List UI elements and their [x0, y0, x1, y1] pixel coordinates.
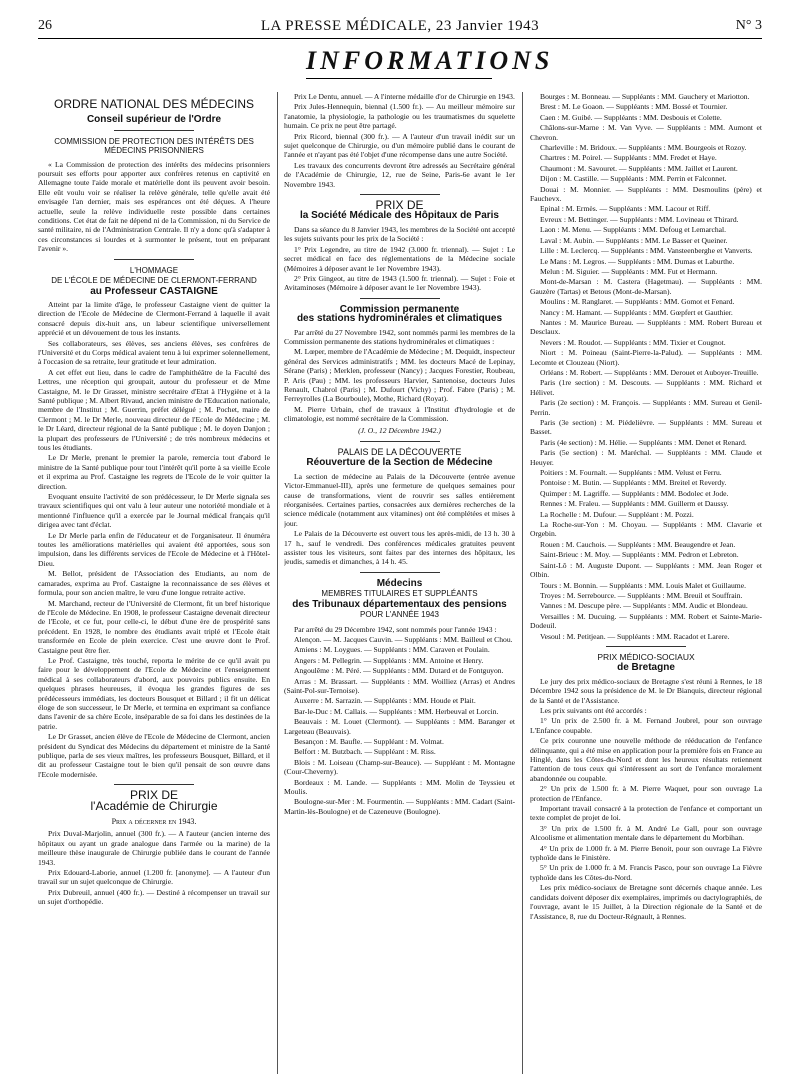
list-item: Dijon : M. Castille. — Suppléants : MM. Perrin et Falconnet.: [540, 174, 727, 184]
column-divider: [277, 92, 278, 1074]
list-item: Le Mans : M. Legros. — Suppléants : MM. Dumas et Laburthe.: [540, 256, 735, 266]
journal-title: LA PRESSE MÉDICALE, 23 Janvier 1943: [260, 18, 540, 34]
list-item: Vannes : M. Descupe père. — Suppléants : MM. Audic et Blondeau.: [540, 601, 748, 611]
article-paragraph: Prix Edouard-Laborie, annuel (1.200 fr. [anonyme]. — A l'auteur d'un travail sur un sujet quelconque de Chirurgie.: [38, 868, 270, 887]
section-subtitle: MEMBRES TITULAIRES ET SUPPLÉANTS: [321, 589, 478, 599]
article-paragraph: Le Dr Grasset, ancien élève de l'Ecole de Médecine de Clermont, ancien président du Syndicat des Médecins du département et ministre de la Santé publique, parla de ses vieux maîtres, les professeurs Bousquet, Billard, et il dit au professeur Castaigne tout le bien qu'il pensait de son œuvre dans l'Ecole modernisée.: [38, 732, 270, 779]
list-item: Evreux : M. Bettinger. — Suppléants : MM. Lovineau et Thirard.: [540, 214, 739, 224]
list-item: Blois : M. Loiseau (Champ-sur-Beauce). — Suppléant : M. Montagne (Cour-Cheverny).: [284, 757, 515, 777]
page-header: [38, 14, 762, 39]
list-item: Alençon. — M. Jacques Cauvin. — Suppléants : MM. Bailleul et Chou.: [294, 634, 513, 644]
list-item: La Roche-sur-Yon : M. Choyau. — Suppléants : MM. Clavarie et Orgebin.: [530, 520, 762, 539]
article-paragraph: Les travaux des concurrents devront être adressés au Secrétaire général de l'Académie de Chirurgie, 12, rue de Seine, Paris-6e avant le 1er Novembre 1943.: [284, 160, 515, 189]
page-number: 26: [38, 18, 52, 33]
list-item: Bar-le-Duc : M. Callais. — Suppléants : MM. Herbeuval et Lorcin.: [294, 706, 499, 716]
article-paragraph: Ses collaborateurs, ses élèves, ses anciens élèves, ses confrères de l'Université et du Corps médical avaient tenu à lui exprimer solennellement, à l'occasion de sa retraite, leur gratitude et leur admiration.: [38, 338, 270, 367]
article-paragraph: M. Marchand, recteur de l'Université de Clermont, fit un bref historique de l'Ecole de Médecine. En 1908, le professeur Castaigne devenait directeur de l'Ecole, et ce fut, pour celle-ci, le début d'une ère de prospérité sans précédent. En 1928, le nombre des étudiants avait triplé et l'Ecole était transformée en Ecole de plein exercice. C'est une œuvre dont le Prof. Castaigne peut être fier.: [38, 598, 270, 655]
banner-underline: [306, 78, 492, 79]
article-title: L'HOMMAGE: [129, 265, 179, 275]
list-item: Paris (5e section) : M. Maréchal. — Suppléants : MM. Claude et Heuyer.: [530, 448, 762, 467]
section-title: de Bretagne: [617, 662, 675, 674]
section-title: la Société Médicale des Hôpitaux de Paris: [300, 210, 499, 222]
list-item: Chaumont : M. Savouret. — Suppléants : MM. Jaillet et Laurent.: [540, 163, 738, 173]
tribunal-list: [530, 92, 762, 641]
article-paragraph: Par arrêté du 29 Décembre 1942, sont nommés pour l'année 1943 :: [294, 624, 497, 634]
list-item: Paris (3e section) : M. Piédelièvre. — Suppléants : MM. Sureau et Basset.: [530, 418, 762, 437]
list-item: Bourges : M. Bonneau. — Suppléants : MM. Gauchery et Mariotton.: [540, 92, 750, 101]
list-item: Arras : M. Brassart. — Suppléants : MM. Woilliez (Arras) et Andres (Saint-Pol-sur-Ternoise).: [284, 676, 515, 695]
section-title: l'Académie de Chirurgie: [90, 798, 218, 813]
list-item: Nantes : M. Maurice Bureau. — Suppléants : MM. Robert Bureau et Desclaux.: [530, 317, 762, 337]
section-title: PRIX MÉDICO-SOCIAUX: [597, 651, 695, 662]
article-paragraph: Prix Le Dentu, annuel. — A l'interne médaille d'or de Chirurgie en 1943.: [294, 92, 515, 101]
list-item: Nancy : M. Hamant. — Suppléants : MM. Gœpfert et Gauthier.: [540, 307, 733, 317]
article-paragraph: Prix Jules-Hennequin, biennal (1.500 fr.). — Au meilleur mémoire sur l'anatomie, la physiologie, la pathologie ou les traumatismes du squelette humain. Ce prix ne peut être partagé.: [284, 102, 515, 131]
article-paragraph: Le Palais de la Découverte est ouvert tous les après-midi, de 13 h. 30 à 17 h., sauf le vendredi. Des conférences médicales gratuites peuvent assister tous les visiteurs, sont faites par des internes des hôpitaux, les jeudis, samedis et dimanches, à 14 h. 45.: [284, 529, 515, 567]
list-item: Belfort : M. Butzbach. — Suppléant : M. Riss.: [294, 747, 436, 757]
list-item: Douai : M. Monnier. — Suppléants : MM. Desmoulins (père) et Fauchevx.: [530, 184, 762, 204]
article-paragraph: Le jury des prix médico-sociaux de Bretagne s'est réuni à Rennes, le 18 Décembre 1942 sous la présidence de M. le Dr Bianquis, directeur régional de la Santé et de l'Assistance.: [530, 676, 762, 705]
list-item: Rouen : M. Cauchois. — Suppléants : MM. Beaugendre et Jean.: [540, 539, 736, 549]
article-subtitle: Prix a décerner en 1943.: [111, 817, 197, 827]
article-paragraph: 5° Un prix de 1.000 fr. à M. Francis Pasco, pour son ouvrage La Fièvre typhoïde dans les Côtes-du-Nord.: [530, 863, 762, 882]
list-item: Angoulême : M. Péré. — Suppléants : MM. Dutard et de Fontguyon.: [294, 666, 504, 676]
article-paragraph: Ce prix couronne une nouvelle méthode de rééducation de l'enfance délinquante, qui a été mise en application pour la première fois en France au Hinglé, dans les Côtes-du-Nord et dont les heureux résultats retiennent l'attention de tous ceux qui s'intéressent au sort de l'enfance moralement abandonnée ou coupable.: [530, 736, 762, 783]
list-item: Saint-Lô : M. Auguste Dupont. — Suppléants : MM. Jean Roger et Olbin.: [530, 560, 762, 580]
list-item: Charleville : M. Bridoux. — Suppléants : MM. Bourgeois et Rozoy.: [540, 143, 747, 153]
article-paragraph: M. Bellot, président de l'Association des Etudiants, au nom de camarades, exprima au Prof. Castaigne la reconnaissance de ses élèves et formula, pour son ancien maître, le vœu d'une longue retraite active.: [38, 569, 270, 598]
list-item: Pontoise : M. Butin. — Suppléants : MM. Breitel et Reverdy.: [540, 478, 727, 488]
section-title: PRIX DE: [129, 788, 178, 803]
divider: [606, 646, 686, 647]
article-subtitle: DE L'ÉCOLE DE MÉDECINE DE CLERMONT-FERRAND: [51, 276, 257, 286]
list-item: Nevers : M. Roudot. — Suppléants : MM. Tixier et Cougnot.: [540, 337, 726, 347]
article-paragraph: Le Dr Merle parla enfin de l'éducateur et de l'organisateur. Il énuméra toutes les améliorations matérielles qui avaient été apportées, sous son impulsion, dans les différents services de l'Ecole de Médecine et à l'Hôtel-Dieu.: [38, 530, 270, 568]
section-title: Réouverture de la Section de Médecine: [306, 457, 493, 469]
list-item: Poitiers : M. Fournalt. — Suppléants : MM. Velust et Ferru.: [540, 468, 722, 478]
article-paragraph: 1° Prix Legendre, au titre de 1942 (3.000 fr. triennal). — Sujet : Le secret médical en face des réglementations de la Médecine sociale (Mémoires à déposer avant le 1er Novembre 1943).: [284, 244, 515, 273]
article-paragraph: Evoquant ensuite l'activité de son prédécesseur, le Dr Merle signala ses travaux scientifiques qui ont valu à leur auteur une notoriété mondiale et à mentionné l'influence qu'il a exercée par le Journal médical français qu'il dirigea avec tant d'éclat.: [38, 492, 270, 530]
source-citation: (J. O., 12 Décembre 1942.): [358, 425, 441, 435]
list-item: Paris (4e section) : M. Hélie. — Suppléants : MM. Denet et Renard.: [540, 437, 747, 447]
list-item: Troyes : M. Serrebource. — Suppléants : MM. Breuil et Souffrain.: [540, 590, 743, 600]
article-paragraph: Le Prof. Castaigne, très touché, reporta le mérite de ce qu'il avait pu faire pour le développement de l'Ecole de Médecine et l'enseignement médical à ses collaborateurs d'abord, aux pouvoirs publics ensuite. En quelques phrases heureuses, il évoqua les grandes figures de ses prédécesseurs immédiats, les docteurs Bousquet et Billard ; il fit un délicat éloge de son successeur, le Dr Merle, et termina en exprimant sa confiance dans l'avenir de sa chère Ecole, inséparable de sa foi dans les destinées de la patrie.: [38, 655, 270, 731]
column-3: [530, 92, 762, 1074]
article-paragraph: 4° Un prix de 1.000 fr. à M. Pierre Benoit, pour son ouvrage La Fièvre typhoïde dans le Finistère.: [530, 843, 762, 863]
article-paragraph: « La Commission de protection des intérêts des médecins prisonniers poursuit ses efforts pour apporter aux confrères retenus en captivité en Allemagne toute l'aide morale et matérielle dont ils peuvent avoir besoin. Elle eût voulu voir se réaliser la relève générale, telle qu'elle avait été envisagée l'an dernier, mais ses espérances ont été déçues. A l'heure actuelle, seule la relève individuelle reste possible dans certaines conditions. Cet état de fait ne dépend ni de la Commission, ni du Service de santé militaire, ni de l'Administration Centrale. Il n'y a donc qu'à s'adapter à ces circonstances si lourdes et à surmonter le présent, tout en préparant l'avenir ».: [38, 159, 270, 254]
list-item: Moulins : M. Ranglaret. — Suppléants : MM. Gomot et Fenard.: [540, 297, 735, 307]
divider: [114, 130, 194, 131]
article-paragraph: M. Pierre Urbain, chef de travaux à l'Institut d'hydrologie et de climatologie, est nommé secrétaire de la Commission.: [284, 404, 515, 424]
divider: [360, 441, 440, 442]
subsection-title: Conseil supérieur de l'Ordre: [86, 114, 222, 126]
list-item: Melun : M. Siguier. — Suppléants : MM. Fut et Hermann.: [540, 266, 718, 276]
divider: [360, 572, 440, 573]
article-paragraph: Les prix suivants ont été accordés :: [540, 705, 647, 715]
article-title: COMMISSION DE PROTECTION DES INTÉRÊTS DES MÉDECINS PRISONNIERS: [54, 136, 254, 156]
list-item: Laval : M. Aubin. — Suppléants : MM. Le Basser et Queiner.: [540, 235, 728, 245]
divider: [114, 784, 194, 785]
list-item: Orléans : M. Robert. — Suppléants : MM. Derouet et Auboyer-Treuille.: [540, 367, 759, 377]
article-paragraph: Atteint par la limite d'âge, le professeur Castaigne vient de quitter la direction de l'Ecole de Médecine de Clermont-Ferrand à laquelle il avait consacré depuis dix-huit ans, un labeur scientifique universellement apprécié et un dévouement de tous les instants.: [38, 299, 270, 338]
list-item: Boulogne-sur-Mer : M. Fourmentin. — Suppléants : MM. Cadart (Saint-Martin-lès-Boulogne) et de Cazeneuve (Boulogne).: [284, 797, 515, 816]
article-paragraph: Le Dr Merle, prenant le premier la parole, remercia tout d'abord le ministre de la Santé publique pour tout l'intérêt qu'il porte à sa vieille Ecole et il exprima au Prof. Castaigne les regrets de l'Ecole de le voir quitter la direction.: [38, 453, 270, 491]
section-title: Commission permanente: [339, 303, 460, 315]
article-paragraph: Important travail consacré à la protection de l'enfance et comportant un texte complet de projet de loi.: [530, 804, 762, 823]
list-item: La Rochelle : M. Dufour. — Suppléant : M. Pozzi.: [540, 509, 694, 519]
section-title: PALAIS DE LA DÉCOUVERTE: [337, 447, 462, 457]
article-paragraph: Prix Ricord, biennal (300 fr.). — A l'auteur d'un travail inédit sur un sujet quelconque de Chirurgie, ou d'un mémoire publié dans le courant de l'année et n'ayant pas été l'objet d'une récompense dans une autre Société.: [284, 131, 515, 160]
divider: [360, 298, 440, 299]
list-item: Caen : M. Guibé. — Suppléants : MM. Desbouis et Colette.: [540, 112, 722, 122]
column-1: [38, 92, 270, 1074]
list-item: Epinal : M. Ermès. — Suppléants : MM. Lacour et Riff.: [540, 204, 711, 214]
article-paragraph: Les prix médico-sociaux de Bretagne sont décernés chaque année. Les candidats doivent déposer dix exemplaires, imprimés ou dactylographiés, de l'ouvrage, avant le 15 Juillet, à la Direction régionale de la Santé et de l'Assistance, 8, rue du Docteur-Régnault, à Rennes.: [530, 883, 762, 921]
section-title: Médecins: [376, 577, 423, 589]
list-item: Paris (1re section) : M. Descouts. — Suppléants : MM. Richard et Hélivet.: [530, 378, 762, 397]
article-paragraph: La section de médecine au Palais de la Découverte (entrée avenue Victor-Emmanuel-III), après une fermeture de quelques semaines pour cause de transformations, vient de rouvrir ses salles entièrement réorganisées. Certaines parties, consacrées aux dernières recherches de la science médicale (notamment aux vitamines) ont été complétées et mises à jour.: [284, 471, 515, 528]
section-title: des stations hydrominérales et climatiques: [296, 313, 503, 325]
article-paragraph: Dans sa séance du 8 Janvier 1943, les membres de la Société ont accepté les sujets suivants pour les prix de la Société :: [284, 224, 515, 244]
section-subtitle: POUR L'ANNÉE 1943: [360, 610, 439, 620]
article-paragraph: A cet effet eut lieu, dans le cadre de l'amphithéâtre de la Faculté des Lettres, une réception qui groupait, autour du professeur et de Mme Castaigne, M. le Dr Grasset, ministre secrétaire d'Etat à l'Hygiène et à la Santé publique ; M. Albert Rivaud, ancien ministre de l'Education nationale, membre de l'Institut ; M. Guerrin, préfet délégué ; M. Pochet, maire de Clermont ; M. le Dr Merle, nouveau directeur de l'Ecole de Médecine ; M. le Dr Léard, directeur régional de la Santé publique ; M. le doyen Danjon ; la plupart des professeurs de l'Université ; de très nombreux médecins et tous les étudiants.: [38, 367, 270, 452]
article-paragraph: Prix Duval-Marjolin, annuel (300 fr.). — A l'auteur (ancien interne des hôpitaux ou ayant un grade analogue dans l'armée ou la marine) de la meilleure thèse inaugurale de Chirurgie publiée dans le courant de l'année 1943.: [38, 829, 270, 867]
list-item: Rennes : M. Fraleu. — Suppléants : MM. Guillerm et Daussy.: [540, 499, 729, 509]
section-title: PRIX DE: [375, 198, 424, 213]
article-paragraph: 2° Un prix de 1.500 fr. à M. Pierre Waquet, pour son ouvrage La protection de l'Enfance.: [530, 784, 762, 803]
column-2: [284, 92, 515, 1074]
article-paragraph: Prix Dubreuil, annuel (400 fr.). — Destiné à récompenser un travail sur un sujet d'orthopédie.: [38, 887, 270, 907]
section-title: des Tribunaux départementaux des pensions: [292, 598, 507, 610]
list-item: Lille : M. Leclercq. — Suppléants : MM. Vansteenberghe et Vanverts.: [540, 246, 753, 256]
list-item: Chartres : M. Poirel. — Suppléants : MM. Fredet et Haye.: [540, 153, 717, 163]
article-paragraph: M. Lœper, membre de l'Académie de Médecine ; M. Dequidt, inspecteur général des Services administratifs ; MM. les docteurs Macé de Lepinay, Sérane (Paris) ; Merklen, professeur (Nancy) ; Jacques Forestier, Roubeau, P. Aris (Pau) ; MM. les professeurs Harvier, Santenoise, docteurs Jules Renault, Chabrol (Paris) ; M. Dufourt (Vichy) ; Prof. Fabre (Paris) ; M. Ferreyrolles (La Bourboule), Mothe, Richard (Royat).: [284, 347, 515, 404]
section-title: ORDRE NATIONAL DES MÉDECINS: [53, 97, 255, 111]
column-divider: [522, 92, 523, 1074]
list-item: Angers : M. Pellegrin. — Suppléants : MM. Antoine et Henry.: [294, 655, 484, 665]
list-item: Vesoul : M. Petitjean. — Suppléants : MM. Racadot et Larere.: [540, 631, 730, 641]
list-item: Quimper : M. Lagriffe. — Suppléants : MM. Bodolec et Jode.: [540, 488, 729, 498]
issue-number: N° 3: [735, 18, 762, 33]
list-item: Châlons-sur-Marne : M. Van Vyve. — Suppléants : MM. Aumont et Chevron.: [530, 123, 762, 142]
article-paragraph: Par arrêté du 27 Novembre 1942, sont nommés parmi les membres de la Commission permanente des stations hydrominérales et climatiques :: [284, 327, 515, 346]
list-item: Versailles : M. Ducuing. — Suppléants : MM. Robert et Sainte-Marie-Dodeuil.: [530, 611, 762, 631]
article-title: au Professeur CASTAIGNE: [90, 285, 218, 297]
divider: [360, 194, 440, 195]
divider: [114, 259, 194, 260]
list-item: Mont-de-Marsan : M. Castera (Hagetmau). — Suppléants : MM. Gauzère (Tartas) et Betous (Mont-de-Marsan).: [530, 277, 762, 296]
tribunal-list: [284, 635, 515, 816]
section-banner: INFORMATIONS: [306, 46, 554, 75]
article-paragraph: 2° Prix Gingeot, au titre de 1943 (1.500 fr. triennal). — Sujet : Foie et Avitaminoses (Mémoire à déposer avant le 1er Novembre 1943).: [284, 273, 515, 293]
article-paragraph: 3° Un prix de 1.500 fr. à M. André Le Gall, pour son ouvrage Alcoolisme et alimentation mentale dans le département du Morbihan.: [530, 823, 762, 843]
article-paragraph: 1° Un prix de 2.500 fr. à M. Fernand Joubrel, pour son ouvrage L'Enfance coupable.: [530, 716, 762, 735]
list-item: Laon : M. Menu. — Suppléants : MM. Defoug et Lemarchal.: [540, 225, 727, 235]
list-item: Brest : M. Le Goaon. — Suppléants : MM. Bossé et Tournier.: [540, 102, 728, 112]
list-item: Amiens : M. Loygues. — Suppléants : MM. Caraven et Poulain.: [294, 645, 490, 655]
list-item: Auxerre : M. Sarrazin. — Suppléants : MM. Houde et Plait.: [294, 696, 476, 706]
list-item: Paris (2e section) : M. François. — Suppléants : MM. Sureau et Genil-Perrin.: [530, 398, 762, 417]
list-item: Niort : M. Poineau (Saint-Pierre-la-Palud). — Suppléants : MM. Lecomte et Clouzeau (Niort).: [530, 348, 762, 367]
list-item: Saint-Brieuc : M. Moy. — Suppléants : MM. Pedron et Lebreton.: [540, 550, 739, 560]
list-item: Beauvais : M. Louet (Clermont). — Suppléants : MM. Baranger et Largeteau (Beauvais).: [284, 717, 515, 736]
list-item: Bordeaux : M. Lande. — Suppléants : MM. Molin de Teyssieu et Moulis.: [284, 777, 515, 796]
list-item: Tours : M. Bonnin. — Suppléants : MM. Louis Malet et Guillaume.: [540, 580, 746, 590]
list-item: Besançon : M. Baufle. — Suppléant : M. Volmat.: [294, 736, 444, 746]
